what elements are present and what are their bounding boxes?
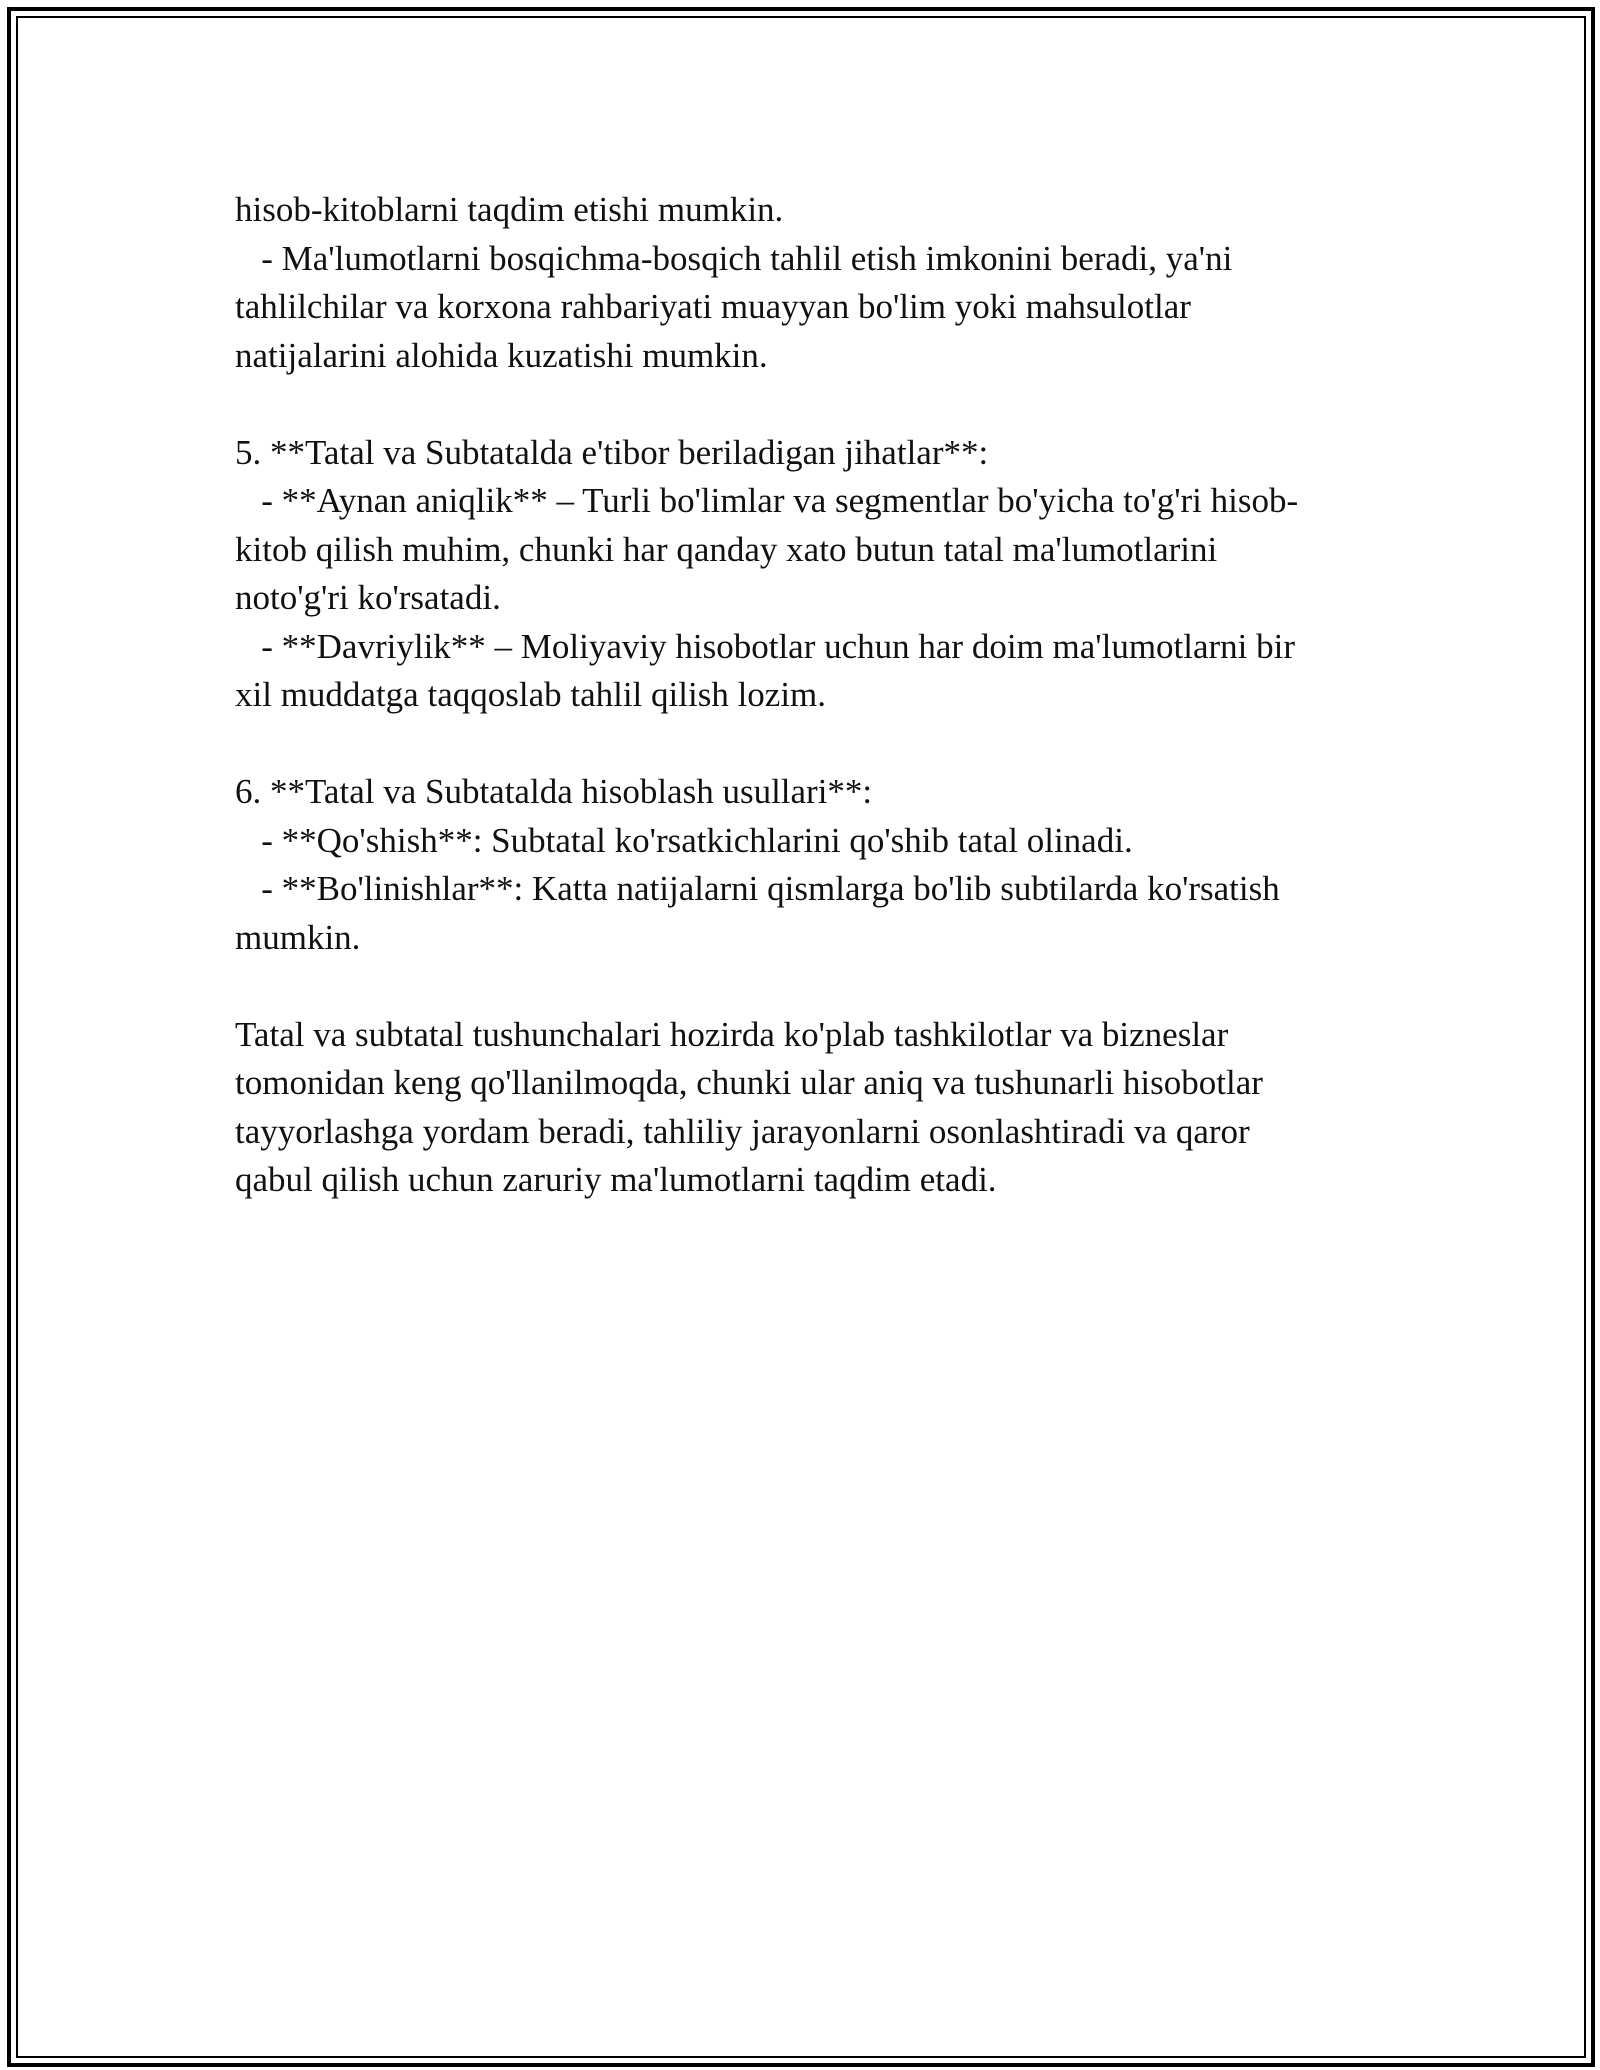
text-line: natijalarini alohida kuzatishi mumkin. bbox=[235, 335, 768, 375]
conclusion-line: tayyorlashga yordam beradi, tahliliy jarayonlarni osonlashtiradi va qaror bbox=[235, 1111, 1250, 1151]
conclusion-line: qabul qilish uchun zaruriy ma'lumotlarni taqdim etadi. bbox=[235, 1160, 997, 1199]
conclusion-line: Tatal va subtatal tushunchalari hozirda ko'plab tashkilotlar va bizneslar bbox=[235, 1014, 1229, 1054]
text-line: - **Aynan aniqlik** – Turli bo'limlar va segmentlar bo'yicha to'g'ri hisob- bbox=[235, 481, 1299, 520]
paragraph-gap bbox=[235, 720, 1395, 769]
text-line: tahlilchilar va korxona rahbariyati muayyan bo'lim yoki mahsulotlar bbox=[235, 287, 1191, 326]
document-body bbox=[235, 186, 1395, 1205]
conclusion-line: tomonidan keng qo'llanilmoqda, chunki ular aniq va tushunarli hisobotlar bbox=[235, 1063, 1263, 1102]
text-line: hisob-kitoblarni taqdim etishi mumkin. bbox=[235, 190, 784, 229]
text-line: mumkin. bbox=[235, 917, 361, 957]
text-line: - **Qo'shish**: Subtatal ko'rsatkichlarini qo'shib tatal olinadi. bbox=[235, 820, 1133, 860]
paragraph-gap bbox=[235, 380, 1395, 429]
text-line: kitob qilish muhim, chunki har qanday xato butun tatal ma'lumotlarini bbox=[235, 529, 1218, 569]
section-heading-5: 5. **Tatal va Subtatalda e'tibor beriladigan jihatlar**: bbox=[235, 432, 989, 472]
text-line: - **Bo'linishlar**: Katta natijalarni qismlarga bo'lib subtilarda ko'rsatish bbox=[235, 869, 1280, 908]
text-line: xil muddatga taqqoslab tahlil qilish lozim. bbox=[235, 675, 827, 714]
section-heading-6: 6. **Tatal va Subtatalda hisoblash usullari**: bbox=[235, 772, 873, 811]
text-line: noto'g'ri ko'rsatadi. bbox=[235, 578, 501, 617]
text-line: - **Davriylik** – Moliyaviy hisobotlar uchun har doim ma'lumotlarni bir bbox=[235, 626, 1296, 666]
text-line: - Ma'lumotlarni bosqichma-bosqich tahlil etish imkonini beradi, ya'ni bbox=[235, 238, 1233, 278]
paragraph-gap bbox=[235, 962, 1395, 1011]
